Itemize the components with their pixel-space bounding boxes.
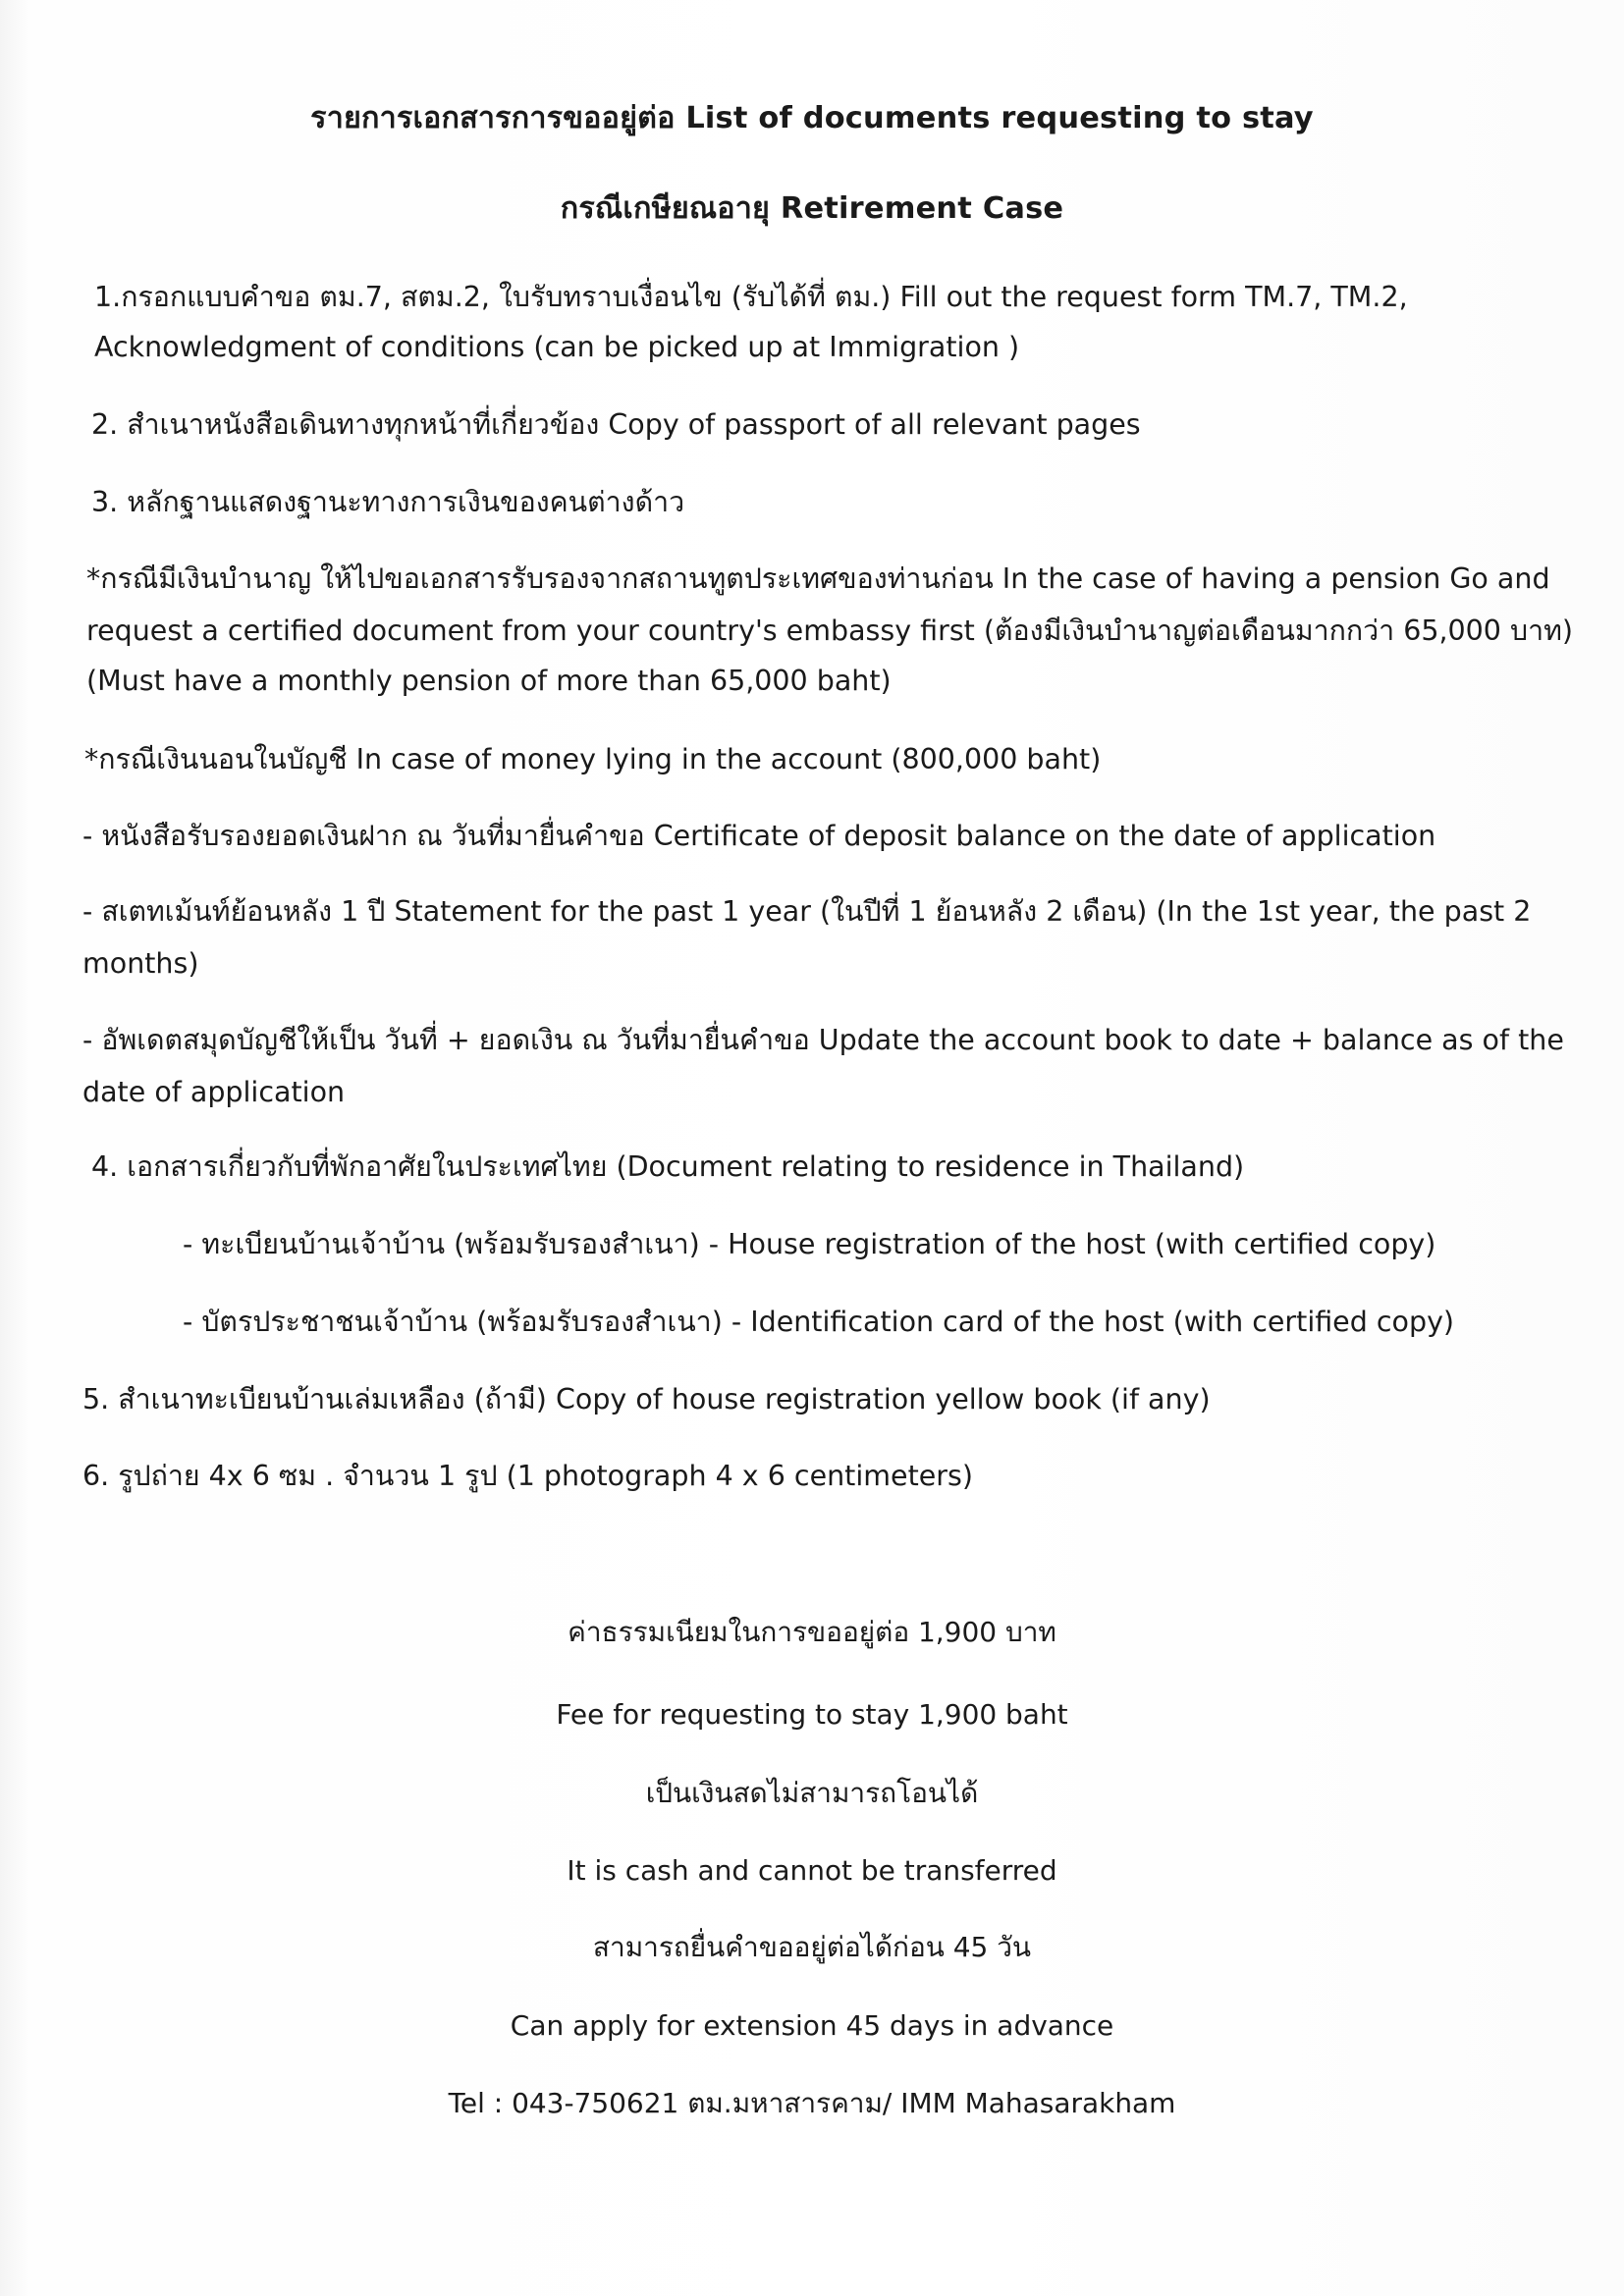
statement-line-1: - สเตทเม้นท์ย้อนหลัง 1 ปี Statement for the past 1 year (ในปีที่ 1 ย้อนหลัง 2 เดือน) (In the 1st year, the past 2 <box>82 895 1532 928</box>
statement-line-2: months) <box>82 947 199 980</box>
contact-telephone: Tel : 043-750621 ตม.มหาสารคาม/ IMM Mahasarakham <box>448 2087 1176 2119</box>
item-4-sub-2: - บัตรประชาชนเจ้าบ้าน (พร้อมรับรองสำเนา) - Identification card of the host (with certified copy) <box>183 1306 1455 1338</box>
document-title: รายการเอกสารการขออยู่ต่อ List of documents requesting to stay <box>310 101 1314 135</box>
advance-english: Can apply for extension 45 days in advance <box>510 2009 1114 2042</box>
item-4: 4. เอกสารเกี่ยวกับที่พักอาศัยในประเทศไทย (Document relating to residence in Thailand) <box>91 1150 1245 1183</box>
item-1-line-1: 1.กรอกแบบคำขอ ตม.7, สตม.2, ใบรับทราบเงื่อนไข (รับได้ที่ ตม.) Fill out the request form TM.7, TM.2, <box>94 281 1408 313</box>
item-4-sub-1: - ทะเบียนบ้านเจ้าบ้าน (พร้อมรับรองสำเนา) - House registration of the host (with certified copy) <box>183 1228 1436 1260</box>
pension-line-2: request a certified document from your country's embassy first (ต้องมีเงินบำนาญต่อเดือนมากกว่า 65,000 บาท) <box>86 614 1573 647</box>
deposit-certificate: - หนังสือรับรองยอดเงินฝาก ณ วันที่มายื่นคำขอ Certificate of deposit balance on the date of application <box>82 820 1436 852</box>
document-subtitle: กรณีเกษียณอายุ Retirement Case <box>560 191 1064 226</box>
fee-english: Fee for requesting to stay 1,900 baht <box>556 1698 1068 1731</box>
update-line-1: - อัพเดตสมุดบัญชีให้เป็น วันที่ + ยอดเงิน ณ วันที่มายื่นคำขอ Update the account book to date + balance as of the <box>82 1024 1564 1056</box>
cash-english: It is cash and cannot be transferred <box>567 1854 1057 1887</box>
cash-thai: เป็นเงินสดไม่สามารถโอนได้ <box>645 1777 979 1809</box>
fee-thai: ค่าธรรมเนียมในการขออยู่ต่อ 1,900 บาท <box>568 1616 1056 1648</box>
advance-thai: สามารถยื่นคำขออยู่ต่อได้ก่อน 45 วัน <box>592 1931 1032 1963</box>
item-3: 3. หลักฐานแสดงฐานะทางการเงินของคนต่างด้าว <box>91 486 685 518</box>
item-1-line-2: Acknowledgment of conditions (can be picked up at Immigration ) <box>94 331 1020 363</box>
pension-line-1: *กรณีมีเงินบำนาญ ให้ไปขอเอกสารรับรองจากสถานทูตประเทศของท่านก่อน In the case of having a pension Go and <box>86 562 1550 595</box>
update-line-2: date of application <box>82 1076 346 1108</box>
account-heading: *กรณีเงินนอนในบัญชี In case of money lying in the account (800,000 baht) <box>84 743 1102 775</box>
item-5: 5. สำเนาทะเบียนบ้านเล่มเหลือง (ถ้ามี) Copy of house registration yellow book (if any) <box>82 1383 1211 1415</box>
item-6: 6. รูปถ่าย 4x 6 ซม . จำนวน 1 รูป (1 photograph 4 x 6 centimeters) <box>82 1460 973 1492</box>
pension-line-3: (Must have a monthly pension of more than 65,000 baht) <box>86 665 892 697</box>
item-2: 2. สำเนาหนังสือเดินทางทุกหน้าที่เกี่ยวข้อง Copy of passport of all relevant pages <box>91 408 1141 441</box>
